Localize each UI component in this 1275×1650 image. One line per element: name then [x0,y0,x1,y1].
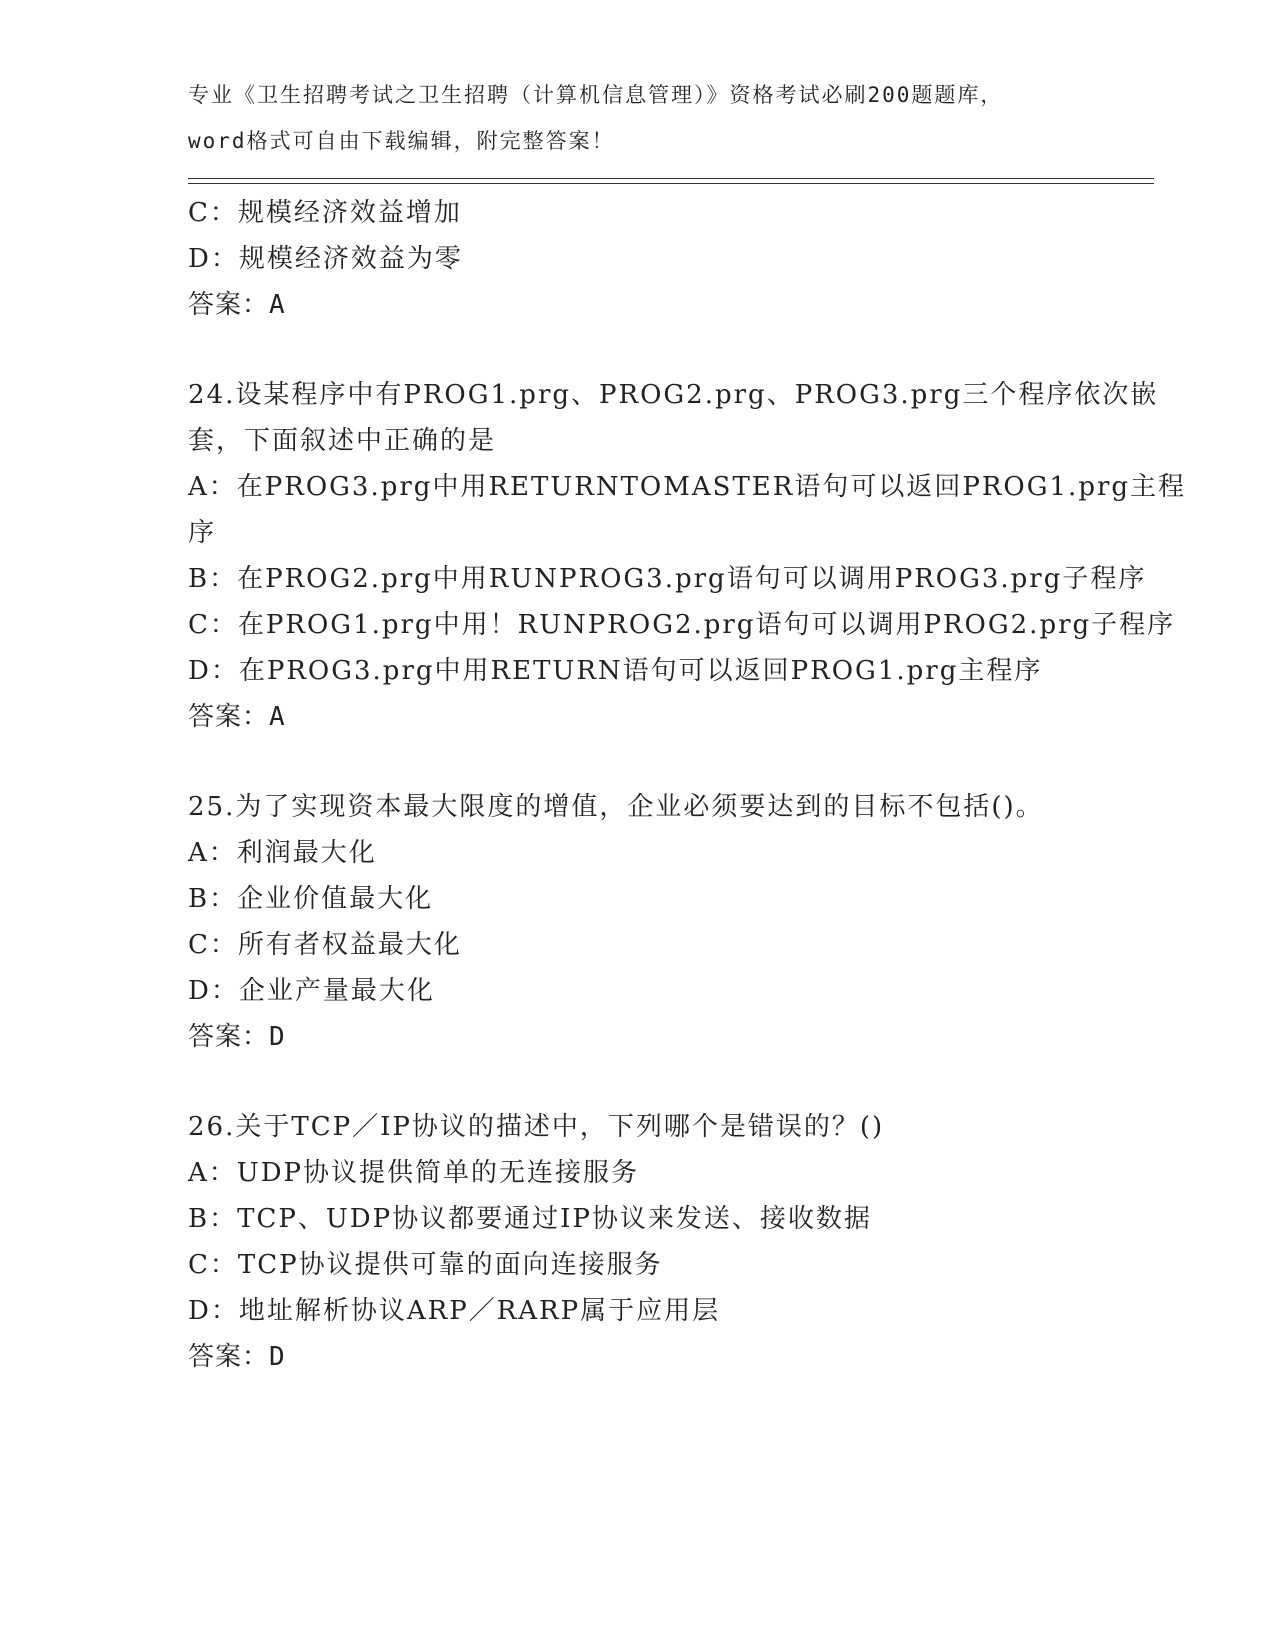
answer: 答案：A [188,290,286,320]
question-stem: 25.为了实现资本最大限度的增值，企业必须要达到的目标不包括()。 [188,792,1044,822]
question-23-tail [188,190,1088,328]
question-stem: 26.关于TCP／IP协议的描述中，下列哪个是错误的？() [188,1112,885,1142]
question-25 [188,784,1088,1060]
question-stem-continued: 套，下面叙述中正确的是 [188,426,497,456]
header-divider-top [188,178,1154,179]
question-list [188,190,1187,1380]
question-stem: 24.设某程序中有PROG1.prg、PROG2.prg、PROG3.prg三个程序依次嵌 [188,380,1159,410]
option-b: B：在PROG2.prg中用RUNPROG3.prg语句可以调用PROG3.prg子程序 [188,564,1147,594]
option-c: C：所有者权益最大化 [188,930,462,960]
header-line-1: 专业《卫生招聘考试之卫生招聘（计算机信息管理）》资格考试必刷200题题库， [188,83,1004,107]
option-a: A：UDP协议提供简单的无连接服务 [188,1158,640,1188]
question-spacer [188,740,1088,784]
option-c: C：规模经济效益增加 [188,198,462,228]
answer: 答案：A [188,702,286,732]
answer: 答案：D [188,1022,286,1052]
option-d: D：规模经济效益为零 [188,244,463,274]
question-spacer [188,1060,1088,1104]
option-a: A：利润最大化 [188,838,377,868]
option-c: C：TCP协议提供可靠的面向连接服务 [188,1250,663,1280]
option-d: D：地址解析协议ARP／RARP属于应用层 [188,1296,721,1326]
option-b: B：TCP、UDP协议都要通过IP协议来发送、接收数据 [188,1204,872,1234]
option-b: B：企业价值最大化 [188,884,434,914]
option-d: D：企业产量最大化 [188,976,435,1006]
document-header [188,72,1088,164]
header-line-2: word格式可自由下载编辑，附完整答案！ [188,129,615,153]
answer: 答案：D [188,1342,286,1372]
question-spacer [188,328,1088,372]
option-d: D：在PROG3.prg中用RETURN语句可以返回PROG1.prg主程序 [188,656,1043,686]
question-24 [188,372,1187,740]
header-divider-bottom [188,183,1154,184]
option-a: A：在PROG3.prg中用RETURNTOMASTER语句可以返回PROG1.prg主程 [188,472,1187,502]
question-26 [188,1104,1088,1380]
option-a-continued: 序 [188,518,217,548]
option-c: C：在PROG1.prg中用！RUNPROG2.prg语句可以调用PROG2.prg子程序 [188,610,1176,640]
